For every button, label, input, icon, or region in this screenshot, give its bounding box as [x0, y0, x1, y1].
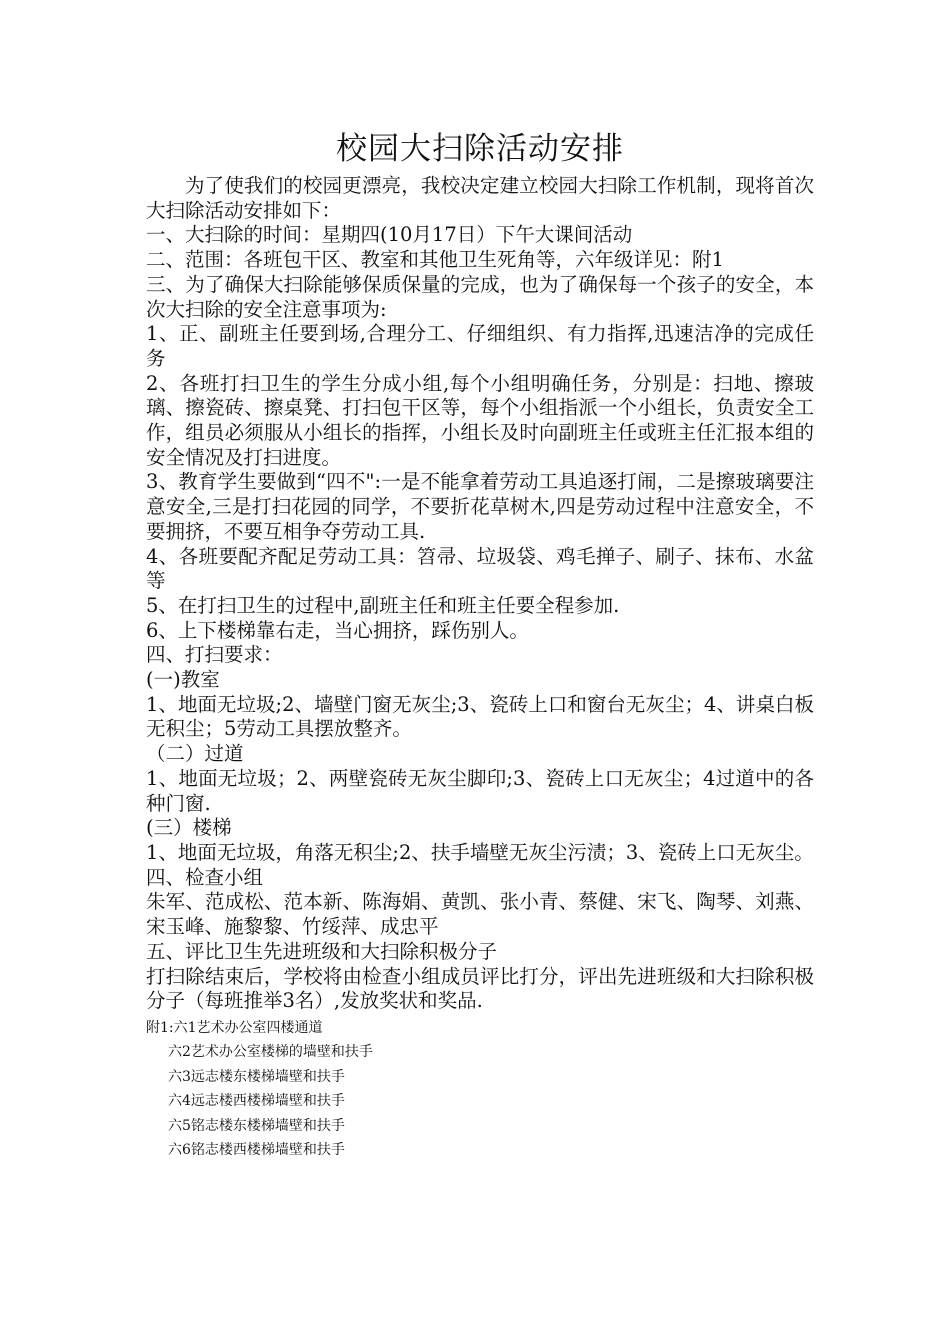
- appendix-item: 六2艺术办公室楼梯的墙壁和扶手: [168, 1044, 373, 1061]
- document-page: [146, 128, 814, 1162]
- inspection-members: 朱军、范成松、范本新、陈海娟、黄凯、张小青、蔡健、宋飞、陶琴、刘燕、宋玉峰、施黎黎、竹绥萍、成忠平: [146, 890, 814, 939]
- appendix: [146, 1016, 814, 1162]
- safety-item-5: 5、在打扫卫生的过程中,副班主任和班主任要全程参加.: [146, 593, 620, 617]
- document-body: [146, 174, 814, 1014]
- appendix-item: 六5铭志楼东楼梯墙壁和扶手: [168, 1117, 345, 1134]
- safety-item-3: 3、教育学生要做到“四不":一是不能拿着劳动工具追逐打闹，二是擦玻璃要注意安全,三是打扫花园的同学，不要折花草树木,四是劳动过程中注意安全，不要拥挤，不要互相争夺劳动工具.: [146, 470, 814, 543]
- section-inspection-heading: 四、检查小组: [146, 865, 264, 889]
- section-scope: 二、范围：各班包干区、教室和其他卫生死角等，六年级详见：附1: [146, 248, 724, 272]
- section-time: 一、大扫除的时间：星期四(10月17日）下午大课间活动: [146, 223, 633, 247]
- safety-item-6: 6、上下楼梯靠右走，当心拥挤，踩伤别人。: [146, 618, 529, 642]
- intro-paragraph: 为了使我们的校园更漂亮，我校决定建立校园大扫除工作机制，现将首次大扫除活动安排如下：: [146, 174, 814, 222]
- safety-item-4: 4、各班要配齐配足劳动工具：笤帚、垃圾袋、鸡毛掸子、刷子、抹布、水盆等: [146, 544, 814, 593]
- appendix-item: 六4远志楼西楼梯墙壁和扶手: [168, 1093, 345, 1110]
- subsection-classroom: (一)教室: [146, 668, 220, 692]
- corridor-requirements: 1、地面无垃圾；2、两壁瓷砖无灰尘脚印;3、瓷砖上口无灰尘；4过道中的各种门窗.: [146, 766, 814, 815]
- section-evaluation-heading: 五、评比卫生先进班级和大扫除积极分子: [146, 939, 498, 963]
- subsection-stairs: (三）楼梯: [146, 816, 232, 840]
- appendix-item: 附1:六1艺术办公室四楼通道: [146, 1019, 323, 1036]
- subsection-corridor: （二）过道: [146, 742, 244, 766]
- document-title: 校园大扫除活动安排: [336, 131, 624, 167]
- section-requirements-heading: 四、打扫要求：: [146, 643, 283, 667]
- evaluation-text: 打扫除结束后，学校将由检查小组成员评比打分，评出先进班级和大扫除积极分子（每班推举3名）,发放奖状和奖品.: [146, 964, 814, 1013]
- safety-item-2: 2、各班打扫卫生的学生分成小组,每个小组明确任务，分别是：扫地、擦玻璃、擦瓷砖、擦桌凳、打扫包干区等，每个小组指派一个小组长，负责安全工作，组员必须服从小组长的指挥，小组长及时向副班主任或班主任汇报本组的安全情况及打扫进度。: [146, 371, 814, 469]
- stairs-requirements: 1、地面无垃圾，角落无积尘;2、扶手墙壁无灰尘污渍；3、瓷砖上口无灰尘。: [146, 840, 814, 864]
- appendix-item: 六6铭志楼西楼梯墙壁和扶手: [168, 1141, 345, 1158]
- safety-item-1: 1、正、副班主任要到场,合理分工、仔细组织、有力指挥,迅速洁净的完成任务: [146, 322, 814, 370]
- appendix-item: 六3远志楼东楼梯墙壁和扶手: [168, 1068, 345, 1085]
- classroom-requirements: 1、地面无垃圾;2、墙壁门窗无灰尘;3、瓷砖上口和窗台无灰尘；4、讲桌白板无积尘；5劳动工具摆放整齐。: [146, 692, 814, 741]
- section-safety-heading: 三、为了确保大扫除能够保质保量的完成，也为了确保每一个孩子的安全，本次大扫除的安全注意事项为:: [146, 272, 814, 321]
